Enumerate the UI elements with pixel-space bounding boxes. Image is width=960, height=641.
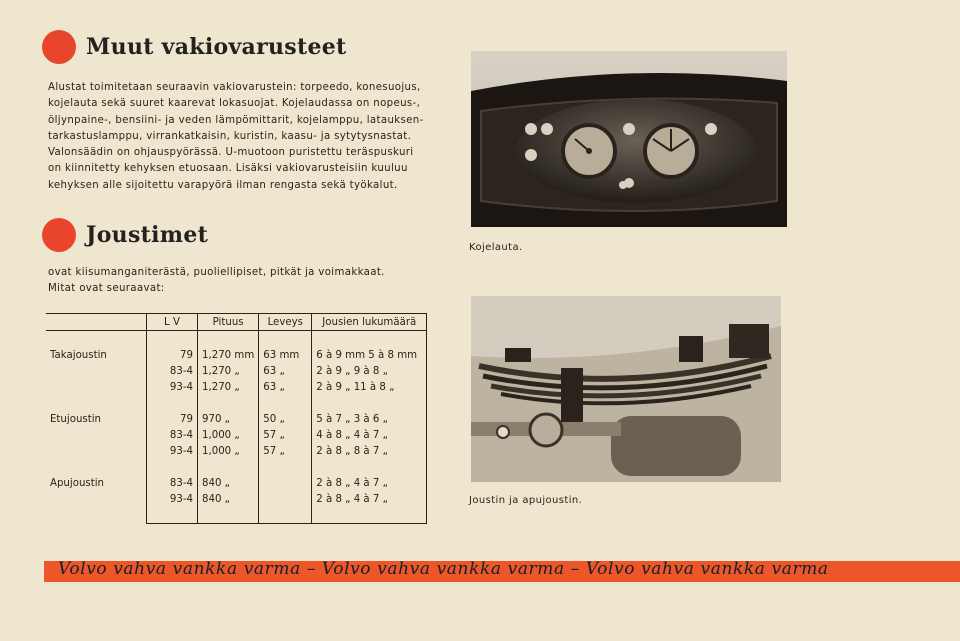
table-row — [46, 443, 427, 459]
column-header-lv: L V — [147, 314, 198, 331]
spring-type — [46, 427, 147, 443]
cell-length: 840 „ — [198, 491, 259, 507]
cell-lv: 93-4 — [147, 491, 198, 507]
cell-length: 1,000 „ — [198, 443, 259, 459]
cell-width: 50 „ — [259, 411, 312, 427]
spring-type: Apujoustin — [50, 477, 105, 489]
spring-type: Etujoustin — [50, 413, 101, 425]
cell-lv: 79 — [147, 411, 198, 427]
cell-length: 1,270 „ — [198, 363, 259, 379]
cell-leaf-count: 2 à 8 „ 8 à 7 „ — [312, 443, 427, 459]
cell-lv: 79 — [147, 347, 198, 363]
section-bullet-dot — [42, 218, 76, 252]
paragraph-line: öljynpaine-, bensiini- ja veden lämpömittarit, kojelamppu, latauksen- — [48, 114, 424, 126]
spring-type — [46, 363, 147, 379]
spring-type: Takajoustin — [50, 349, 107, 361]
slogan-text: Volvo vahva vankka varma – Volvo vahva vankka varma – Volvo vahva vankka varma — [58, 561, 829, 579]
springs-caption: Joustin ja apujoustin. — [469, 495, 583, 506]
column-header-width: Leveys — [259, 314, 312, 331]
spring-type — [46, 443, 147, 459]
paragraph-line: tarkastuslamppu, virrankatkaisin, kuristin, kaasu- ja sytytysnastat. — [48, 130, 412, 142]
column-header-length: Pituus — [198, 314, 259, 331]
slogan-banner — [44, 561, 960, 582]
standard-equipment-paragraph — [48, 80, 424, 194]
table-row — [46, 427, 427, 443]
cell-leaf-count: 2 à 8 „ 4 à 7 „ — [312, 475, 427, 491]
cell-width: 57 „ — [259, 443, 312, 459]
cell-length: 970 „ — [198, 411, 259, 427]
paragraph-line: ovat kiisumanganiterästä, puoliellipiset, pitkät ja voimakkaat. — [48, 267, 385, 278]
cell-length: 1,270 „ — [198, 379, 259, 395]
paragraph-line: Alustat toimitetaan seuraavin vakiovarustein: torpeedo, konesuojus, — [48, 82, 421, 93]
spring-type — [46, 379, 147, 395]
cell-width — [259, 475, 312, 491]
springs-illustration — [471, 296, 781, 482]
table-row — [46, 411, 427, 427]
table-row — [46, 379, 427, 395]
dashboard-illustration — [471, 51, 787, 227]
cell-leaf-count: 2 à 9 „ 11 à 8 „ — [312, 379, 427, 395]
table-row — [46, 491, 427, 507]
cell-width: 63 mm — [259, 347, 312, 363]
section-bullet-dot — [42, 30, 76, 64]
cell-width: 57 „ — [259, 427, 312, 443]
cell-lv: 93-4 — [147, 443, 198, 459]
section-title-standard-equipment: Muut vakiovarusteet — [86, 34, 347, 60]
table-row — [46, 347, 427, 363]
cell-leaf-count: 5 à 7 „ 3 à 6 „ — [312, 411, 427, 427]
table-row — [46, 475, 427, 491]
cell-lv: 83-4 — [147, 427, 198, 443]
table-header-row — [46, 314, 427, 331]
paragraph-line: Valonsäädin on ohjauspyörässä. U-muotoon puristettu teräspuskuri — [48, 147, 414, 159]
section-title-springs: Joustimet — [86, 222, 209, 248]
cell-width: 63 „ — [259, 363, 312, 379]
cell-lv: 83-4 — [147, 363, 198, 379]
column-header-leaf-count: Jousien lukumäärä — [312, 314, 427, 331]
cell-lv: 83-4 — [147, 475, 198, 491]
paragraph-line: Mitat ovat seuraavat: — [48, 283, 165, 295]
spring-type — [46, 491, 147, 507]
cell-length: 1,270 mm — [198, 347, 259, 363]
cell-leaf-count: 4 à 8 „ 4 à 7 „ — [312, 427, 427, 443]
paragraph-line: on kiinnitetty kehyksen etuosaan. Lisäksi vakiovarusteisiin kuuluu — [48, 163, 408, 175]
spring-dimensions-table — [46, 313, 427, 524]
springs-paragraph — [48, 265, 385, 298]
dashboard-photo — [471, 51, 787, 227]
cell-width — [259, 491, 312, 507]
cell-leaf-count: 6 à 9 mm 5 à 8 mm — [312, 347, 427, 363]
cell-length: 840 „ — [198, 475, 259, 491]
paragraph-line: kehyksen alle sijoitettu varapyörä ilman rengasta sekä työkalut. — [48, 179, 398, 191]
table-row — [46, 363, 427, 379]
cell-lv: 93-4 — [147, 379, 198, 395]
paragraph-line: kojelauta sekä suuret kaarevat lokasuojat. Kojelaudassa on nopeus-, — [48, 98, 421, 110]
cell-width: 63 „ — [259, 379, 312, 395]
springs-photo — [471, 296, 781, 482]
cell-leaf-count: 2 à 8 „ 4 à 7 „ — [312, 491, 427, 507]
cell-length: 1,000 „ — [198, 427, 259, 443]
dashboard-caption: Kojelauta. — [469, 242, 523, 253]
cell-leaf-count: 2 à 9 „ 9 à 8 „ — [312, 363, 427, 379]
